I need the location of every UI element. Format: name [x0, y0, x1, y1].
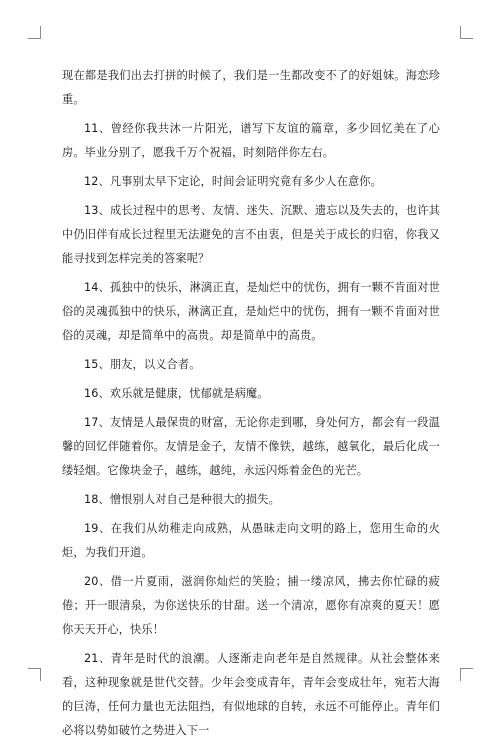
- document-body: [62, 64, 440, 743]
- paragraph-15: 15、朋友，以义合者。: [84, 358, 201, 371]
- paragraph-18: 18、憎恨别人对自己是种很大的损失。: [84, 493, 280, 506]
- paragraph-11: 11、曾经你我共沐一片阳光，谱写下友谊的篇章，多少回忆美在了心房。毕业分别了，愿我千万个祝福，时刻陪伴你左右。: [62, 122, 440, 159]
- paragraph-continuation: 现在都是我们出去打拼的时候了，我们是一生都改变不了的好姐妹。海恋珍重。: [62, 69, 440, 106]
- paragraph-13: 13、成长过程中的思考、友情、迷失、沉默、遗忘以及失去的，也许其中仍旧伴有成长过程里无法避免的言不由衷，但是关于成长的归宿，你我又能寻找到怎样完美的答案呢？: [62, 204, 440, 265]
- crop-mark-top-right: [460, 26, 473, 39]
- paragraph-17: 17、友情是人最保贵的财富，无论你走到哪，身处何方，都会有一段温馨的回忆伴随着你。友情是金子，友情不像铁，越练，越氧化，最后化成一缕轻烟。它像块金子，越练，越纯，永远闪烁着金色的光芒。: [62, 416, 440, 477]
- crop-mark-bottom-left: [28, 668, 41, 681]
- paragraph-19: 19、在我们从幼稚走向成熟，从愚昧走向文明的路上，您用生命的火炬，为我们开道。: [62, 522, 440, 559]
- crop-mark-bottom-right: [460, 668, 473, 681]
- paragraph-16: 16、欢乐就是健康，忧郁就是病魔。: [84, 387, 269, 400]
- crop-mark-top-left: [28, 26, 41, 39]
- paragraph-12: 12、凡事别太早下定论，时间会证明究竟有多少人在意你。: [84, 175, 382, 188]
- paragraph-21: 21、青年是时代的浪潮。人逐渐走向老年是自然规律。从社会整体来看，这种现象就是世代交替。少年会变成青年，青年会变成壮年，宛若大海的巨涛，任何力量也无法阻挡，有似地球的自转，永远不可能停止。青年们必将以势如破竹之势进入下一: [62, 652, 440, 737]
- paragraph-20: 20、借一片夏雨，滋润你灿烂的笑脸；捕一缕凉风，拂去你忙碌的疲倦；开一眼清泉，为你送快乐的甘甜。送一个清凉，愿你有凉爽的夏天！愿你天天开心，快乐！: [62, 575, 440, 636]
- paragraph-14: 14、孤独中的快乐，淋漓正直，是灿烂中的忧伤，拥有一颗不肯面对世俗的灵魂孤独中的快乐，淋漓正直，是灿烂中的忧伤，拥有一颗不肯面对世俗的灵魂，却是简单中的高贵。却是简单中的高贵。: [62, 281, 440, 342]
